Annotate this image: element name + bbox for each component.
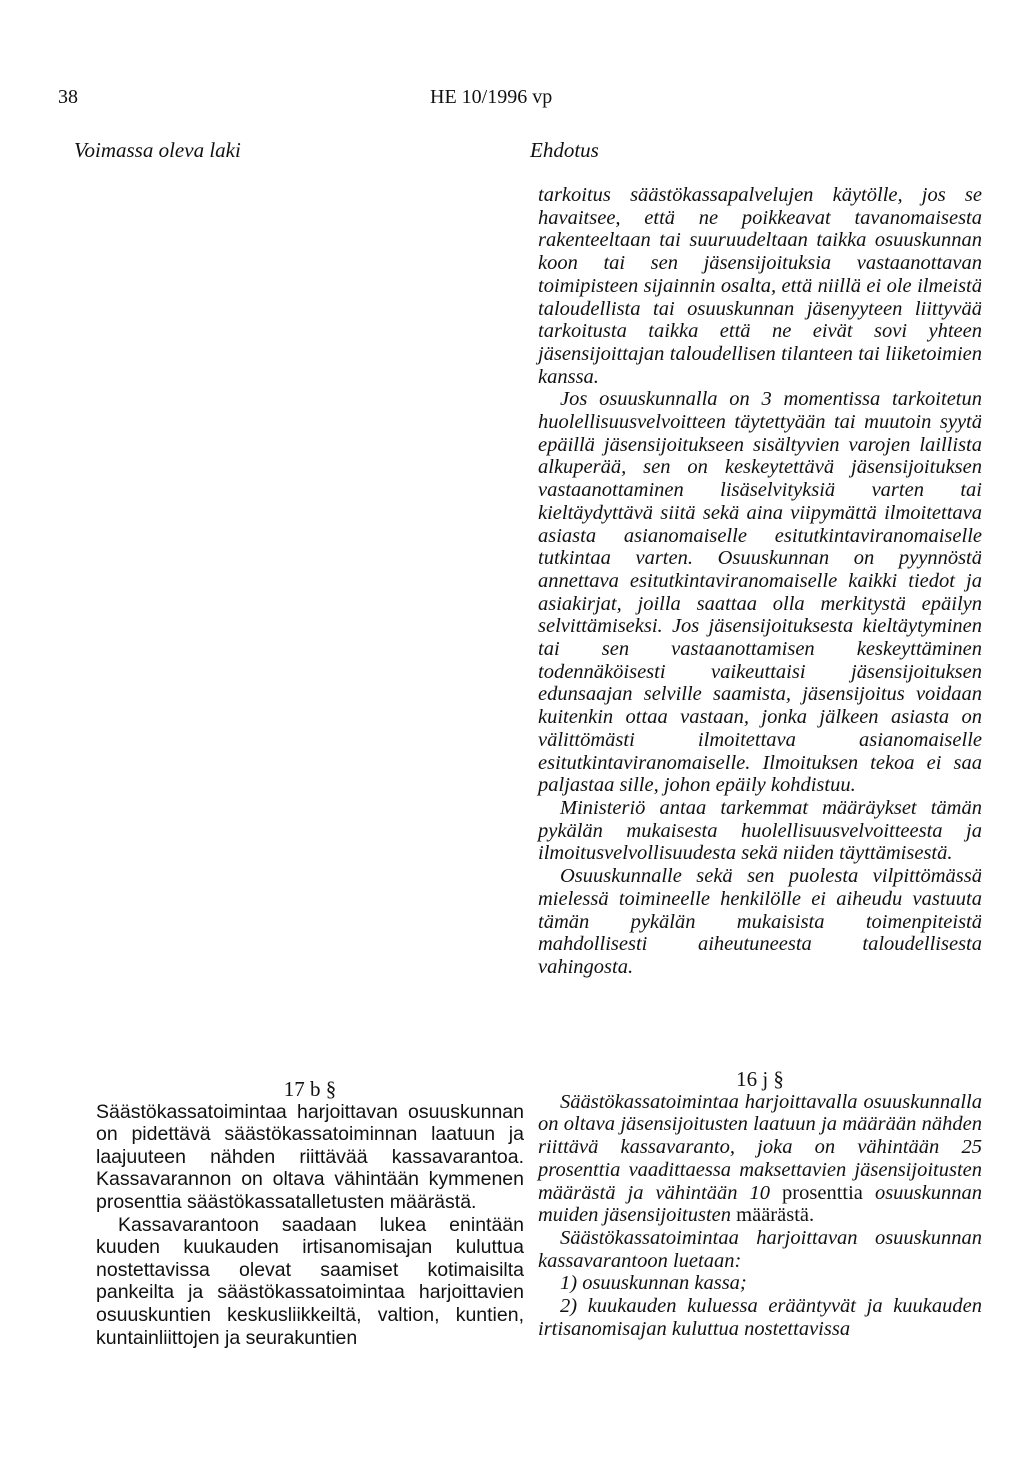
text-run: osuuskunnan muiden jäsensijoitusten xyxy=(538,1181,982,1227)
text-run: 10 xyxy=(749,1181,771,1204)
paragraph: tarkoitus säästökassapalvelujen käytölle, jos se havaitsee, että ne poikkeavat tavanomaisesta rakenteeltaan tai suuruudeltaan taikka osuuskunnan koon tai sen jäsensijoituksia vastaanottavan toimipisteen sijainnin osalta, että niillä ei ole ilmeistä taloudellista tai osuuskunnan jäsenyyteen liittyvää tarkoitusta taikka että ne eivät sovi yhteen jäsensijoittajan taloudellisen tilanteen tai liiketoimien kanssa. xyxy=(538,184,982,388)
left-column-title: Voimassa oleva laki xyxy=(74,138,241,162)
paragraph: Jos osuuskunnalla on 3 momentissa tarkoitetun huolellisuusvelvoitteen täytettyään tai muutoin syytä epäillä jäsensijoitukseen sisältyvien varojen laillista alkuperää, sen on keskeytettävä jäsensijoituksen vastaanottaminen lisäselvityksiä varten tai kieltäydyttävä siitä sekä aina viipymättä ilmoitettava asiasta asianomaiselle esitutkintaviranomaiselle tutkintaa varten. Osuuskunnan on pyynnöstä annettava esitutkintaviranomaiselle kaikki tiedot ja asiakirjat, joilla saattaa olla merkitystä epäilyn selvittämiseksi. Jos jäsensijoituksesta kieltäytyminen tai sen vastaanottamisen keskeyttäminen todennäköisesti vaikeuttaisi jäsensijoituksen edunsaajan selville saamista, jäsensijoitus voidaan kuitenkin ottaa vastaan, jonka jälkeen asiasta on välittömästi ilmoitettava asianomaiselle esitutkintaviranomaiselle. Ilmoituksen tekoa ei saa paljastaa sille, johon epäily kohdistuu. xyxy=(538,388,982,797)
section-heading: 16 j § xyxy=(736,1067,784,1091)
document-id: HE 10/1996 vp xyxy=(430,86,553,108)
list-item: 1) osuuskunnan kassa; xyxy=(560,1272,747,1295)
right-column-title: Ehdotus xyxy=(530,138,599,162)
section-heading: 17 b § xyxy=(283,1077,337,1101)
paragraph xyxy=(538,1091,982,1227)
paragraph: Kassavarantoon saadaan lukea enintään kuuden kuukauden irtisanomisajan kuluttua nostettavissa olevat saamiset kotimaisilta pankeilta ja säästökassatoimintaa harjoittavien osuuskuntien keskusliikkeiltä, valtion, kuntien, kuntainliittojen ja seurakuntien xyxy=(96,1213,524,1349)
paragraph: Osuuskunnalle sekä sen puolesta vilpittömässä mielessä toimineelle henkilölle ei aiheudu vastuuta tämän pykälän mukaisista toimenpiteistä mahdollisesti aiheutuneesta taloudellisesta vahingosta. xyxy=(538,865,982,978)
text-run: määrästä. xyxy=(731,1204,815,1227)
text-run: prosenttia xyxy=(770,1181,875,1204)
right-column-section xyxy=(538,1068,982,1340)
list-item: 2) kuukauden kuluessa erääntyvät ja kuukauden irtisanomisajan kuluttua nostettavissa xyxy=(538,1295,982,1340)
paragraph: Säästökassatoimintaa harjoittavan osuuskunnan kassavarantoon luetaan: xyxy=(538,1226,982,1272)
left-column-section xyxy=(96,1078,524,1349)
page-number: 38 xyxy=(58,86,78,108)
paragraph: Ministeriö antaa tarkemmat määräykset tämän pykälän mukaisesta huolellisuusvelvoitteesta ja ilmoitusvelvollisuudesta sekä niiden täyttämisestä. xyxy=(538,796,982,865)
paragraph: Säästökassatoimintaa harjoittavan osuuskunnan on pidettävä säästökassatoiminnan laatuun ja laajuuteen nähden riittävää kassavarantoa. Kassavarannon on oltava vähintään kymmenen prosenttia säästökassatalletusten määrästä. xyxy=(96,1100,524,1213)
right-column xyxy=(538,184,982,979)
text-run: Säästökassatoimintaa harjoittavalla osuuskunnalla on oltava jäsensijoitusten laatuun ja määrään nähden riittävä kassavaranto, joka on vähintään 25 prosenttia vaadittaessa maksettavien jäsensijoitusten määrästä ja vähintään xyxy=(538,1090,982,1204)
